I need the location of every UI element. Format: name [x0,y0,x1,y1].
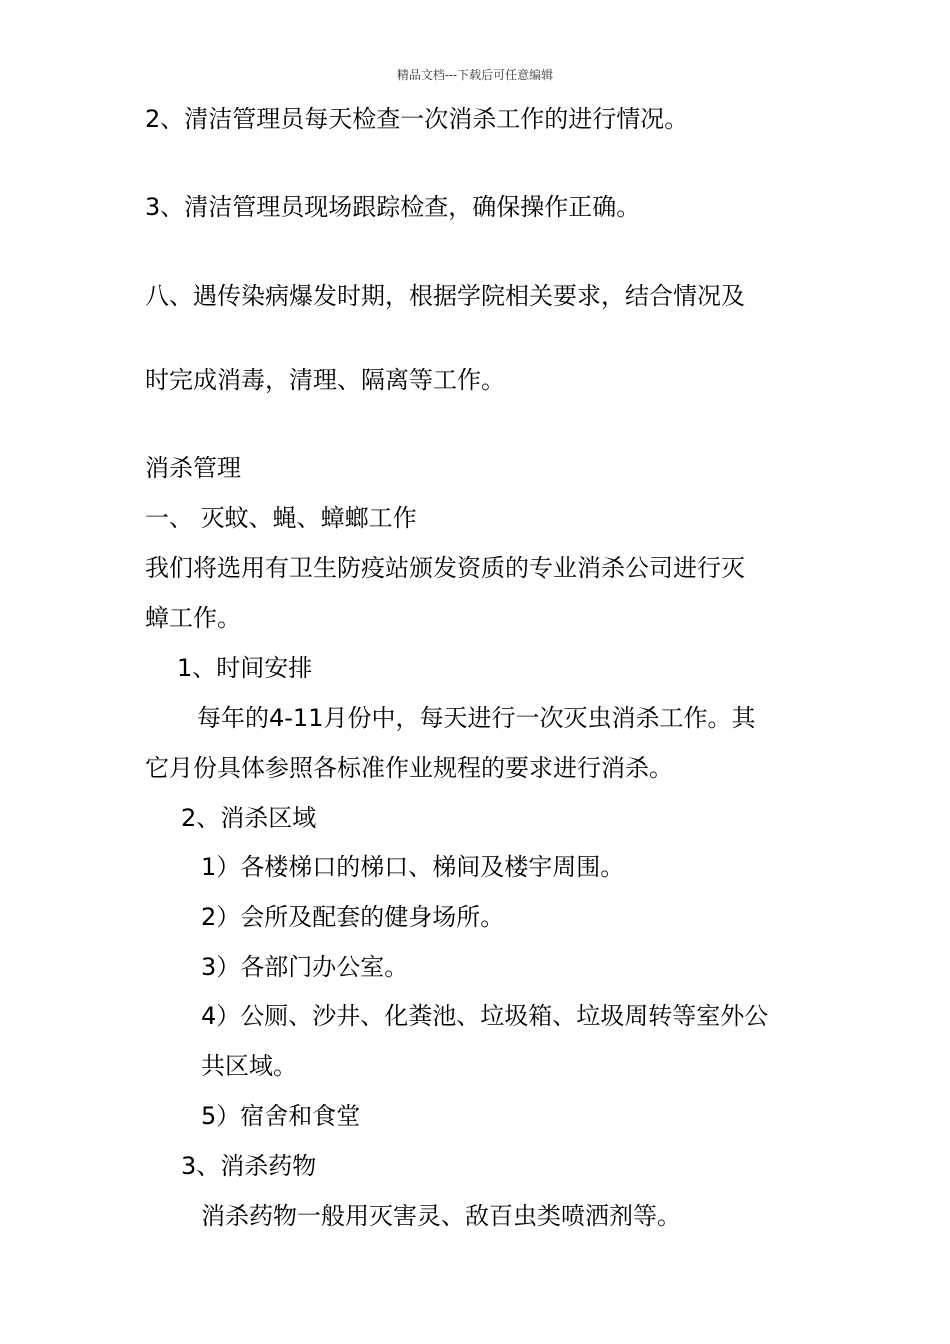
text-line: 消杀药物一般用灭害灵、敌百虫类喷洒剂等。 [201,1202,681,1230]
list-item: 5）宿舍和食堂 [201,1102,361,1130]
text-line: 它月份具体参照各标准作业规程的要求进行消杀。 [145,754,673,782]
text-line: 时完成消毒，清理、隔离等工作。 [145,366,505,394]
list-item: 2）会所及配套的健身场所。 [201,903,505,931]
subheading: 1、时间安排 [177,654,313,682]
list-item: 4）公厕、沙井、化粪池、垃圾箱、垃圾周转等室外公 [201,1002,769,1030]
list-item: 1）各楼梯口的梯口、梯间及楼宇周围。 [201,853,625,881]
page-header: 精品文档---下载后可任意编辑 [396,68,554,82]
text-line: 蟑工作。 [145,604,241,632]
subheading: 3、消杀药物 [181,1152,317,1180]
section-heading: 一、 灭蚊、蝇、蟑螂工作 [145,504,417,532]
list-item: 共区域。 [201,1052,297,1080]
section-title: 消杀管理 [145,454,241,482]
text-line: 2、清洁管理员每天检查一次消杀工作的进行情况。 [145,105,689,133]
text-line: 我们将选用有卫生防疫站颁发资质的专业消杀公司进行灭 [145,554,745,582]
subheading: 2、消杀区域 [181,804,317,832]
text-line: 每年的4-11月份中，每天进行一次灭虫消杀工作。其 [197,704,756,732]
text-line: 3、清洁管理员现场跟踪检查，确保操作正确。 [145,193,641,221]
list-item: 3）各部门办公室。 [201,953,409,981]
text-line: 八、遇传染病爆发时期，根据学院相关要求，结合情况及 [145,282,745,310]
